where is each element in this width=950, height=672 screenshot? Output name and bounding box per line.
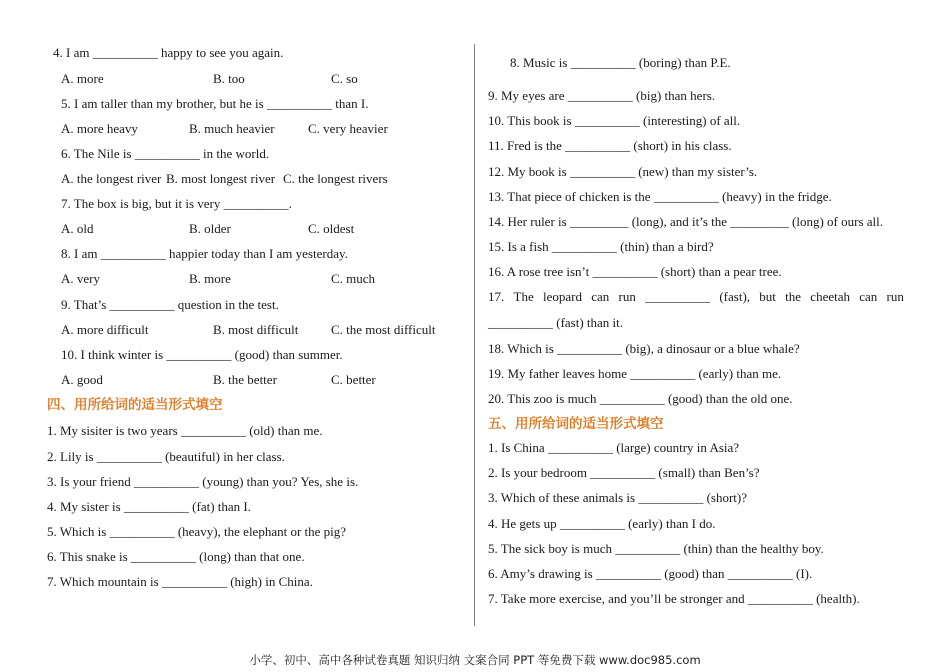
mc-option-b: B. older (189, 221, 231, 236)
mc-option-b: B. much heavier (189, 121, 275, 136)
fill-blank-item: 2. Lily is __________ (beautiful) in her class. (47, 449, 285, 464)
fill-blank-item: 15. Is a fish __________ (thin) than a bird? (488, 239, 714, 254)
mc-question-6: 6. The Nile is __________ in the world. (61, 146, 270, 161)
mc-option-c: C. the longest rivers (283, 171, 388, 186)
mc-question-8: 8. I am __________ happier today than I am yesterday. (61, 246, 348, 261)
word: run (618, 289, 636, 304)
section-5-heading: 五、用所给词的适当形式填空 (488, 416, 664, 432)
mc-option-c: C. the most difficult (331, 322, 436, 337)
fill-blank-item: 3. Which of these animals is __________ (short)? (488, 490, 747, 505)
mc-option-c: C. much (331, 271, 376, 286)
fill-blank-item-17-cont: __________ (fast) than it. (488, 315, 624, 330)
mc-option-c: C. so (331, 71, 358, 86)
mc-question-9: 9. That’s __________ question in the test. (61, 297, 279, 312)
fill-blank-item: 16. A rose tree isn’t __________ (short) than a pear tree. (488, 264, 782, 279)
mc-question-4: 4. I am __________ happy to see you again. (53, 45, 284, 60)
word: cheetah (810, 289, 850, 304)
fill-blank-item: 10. This book is __________ (interesting) of all. (488, 113, 741, 128)
word: __________ (645, 289, 711, 304)
word: run (886, 289, 904, 304)
fill-blank-item: 8. Music is __________ (boring) than P.E. (510, 55, 731, 70)
fill-blank-item: 19. My father leaves home __________ (early) than me. (488, 366, 782, 381)
mc-option-b: B. more (189, 271, 231, 286)
mc-option-a: A. more difficult (61, 322, 149, 337)
fill-blank-item: 7. Which mountain is __________ (high) in China. (47, 574, 313, 589)
page-footer: 小学、初中、高中各种试卷真题 知识归纳 文案合同 PPT 等免费下载 www.doc985.com (249, 653, 701, 667)
fill-blank-item: 1. My sisiter is two years __________ (old) than me. (47, 423, 323, 438)
word: 17. (488, 289, 505, 304)
fill-blank-item: 4. My sister is __________ (fat) than I. (47, 499, 252, 514)
fill-blank-item: 6. Amy’s drawing is __________ (good) than __________ (I). (488, 566, 813, 581)
mc-option-a: A. the longest river (61, 171, 162, 186)
word: (fast), (719, 289, 751, 304)
mc-option-a: A. good (61, 372, 103, 387)
fill-blank-item: 3. Is your friend __________ (young) than you? Yes, she is. (47, 474, 359, 489)
mc-option-a: A. old (61, 221, 94, 236)
fill-blank-item: 5. The sick boy is much __________ (thin) than the healthy boy. (488, 541, 824, 556)
fill-blank-item-17 (488, 289, 904, 305)
fill-blank-item: 6. This snake is __________ (long) than that one. (47, 549, 305, 564)
word: can (859, 289, 878, 304)
mc-question-10: 10. I think winter is __________ (good) than summer. (61, 347, 343, 362)
mc-option-c: C. oldest (308, 221, 355, 236)
fill-blank-item: 12. My book is __________ (new) than my sister’s. (488, 164, 758, 179)
mc-option-b: B. most difficult (213, 322, 299, 337)
mc-option-b: B. too (213, 71, 245, 86)
word: but (759, 289, 776, 304)
mc-option-a: A. more (61, 71, 104, 86)
fill-blank-item: 13. That piece of chicken is the __________ (heavy) in the fridge. (488, 189, 832, 204)
section-4-heading: 四、用所给词的适当形式填空 (47, 397, 223, 413)
mc-option-a: A. more heavy (61, 121, 138, 136)
mc-option-b: B. most longest river (166, 171, 276, 186)
word: The (513, 289, 534, 304)
word: can (591, 289, 610, 304)
word: the (785, 289, 802, 304)
fill-blank-item: 7. Take more exercise, and you’ll be stronger and __________ (health). (488, 591, 860, 606)
fill-blank-item: 5. Which is __________ (heavy), the elephant or the pig? (47, 524, 347, 539)
fill-blank-item: 2. Is your bedroom __________ (small) than Ben’s? (488, 465, 760, 480)
fill-blank-item: 4. He gets up __________ (early) than I do. (488, 516, 716, 531)
mc-question-5: 5. I am taller than my brother, but he is __________ than I. (61, 96, 369, 111)
mc-option-c: C. better (331, 372, 376, 387)
fill-blank-item: 20. This zoo is much __________ (good) than the old one. (488, 391, 793, 406)
fill-blank-item: 18. Which is __________ (big), a dinosaur or a blue whale? (488, 341, 800, 356)
column-divider (474, 44, 475, 626)
mc-option-a: A. very (61, 271, 100, 286)
fill-blank-item: 14. Her ruler is _________ (long), and it’s the _________ (long) of ours all. (488, 214, 883, 229)
fill-blank-item: 11. Fred is the __________ (short) in his class. (488, 138, 732, 153)
fill-blank-item: 1. Is China __________ (large) country in Asia? (488, 440, 740, 455)
mc-question-7: 7. The box is big, but it is very __________. (61, 196, 292, 211)
mc-option-c: C. very heavier (308, 121, 388, 136)
mc-option-b: B. the better (213, 372, 277, 387)
word: leopard (542, 289, 582, 304)
fill-blank-item: 9. My eyes are __________ (big) than hers. (488, 88, 716, 103)
